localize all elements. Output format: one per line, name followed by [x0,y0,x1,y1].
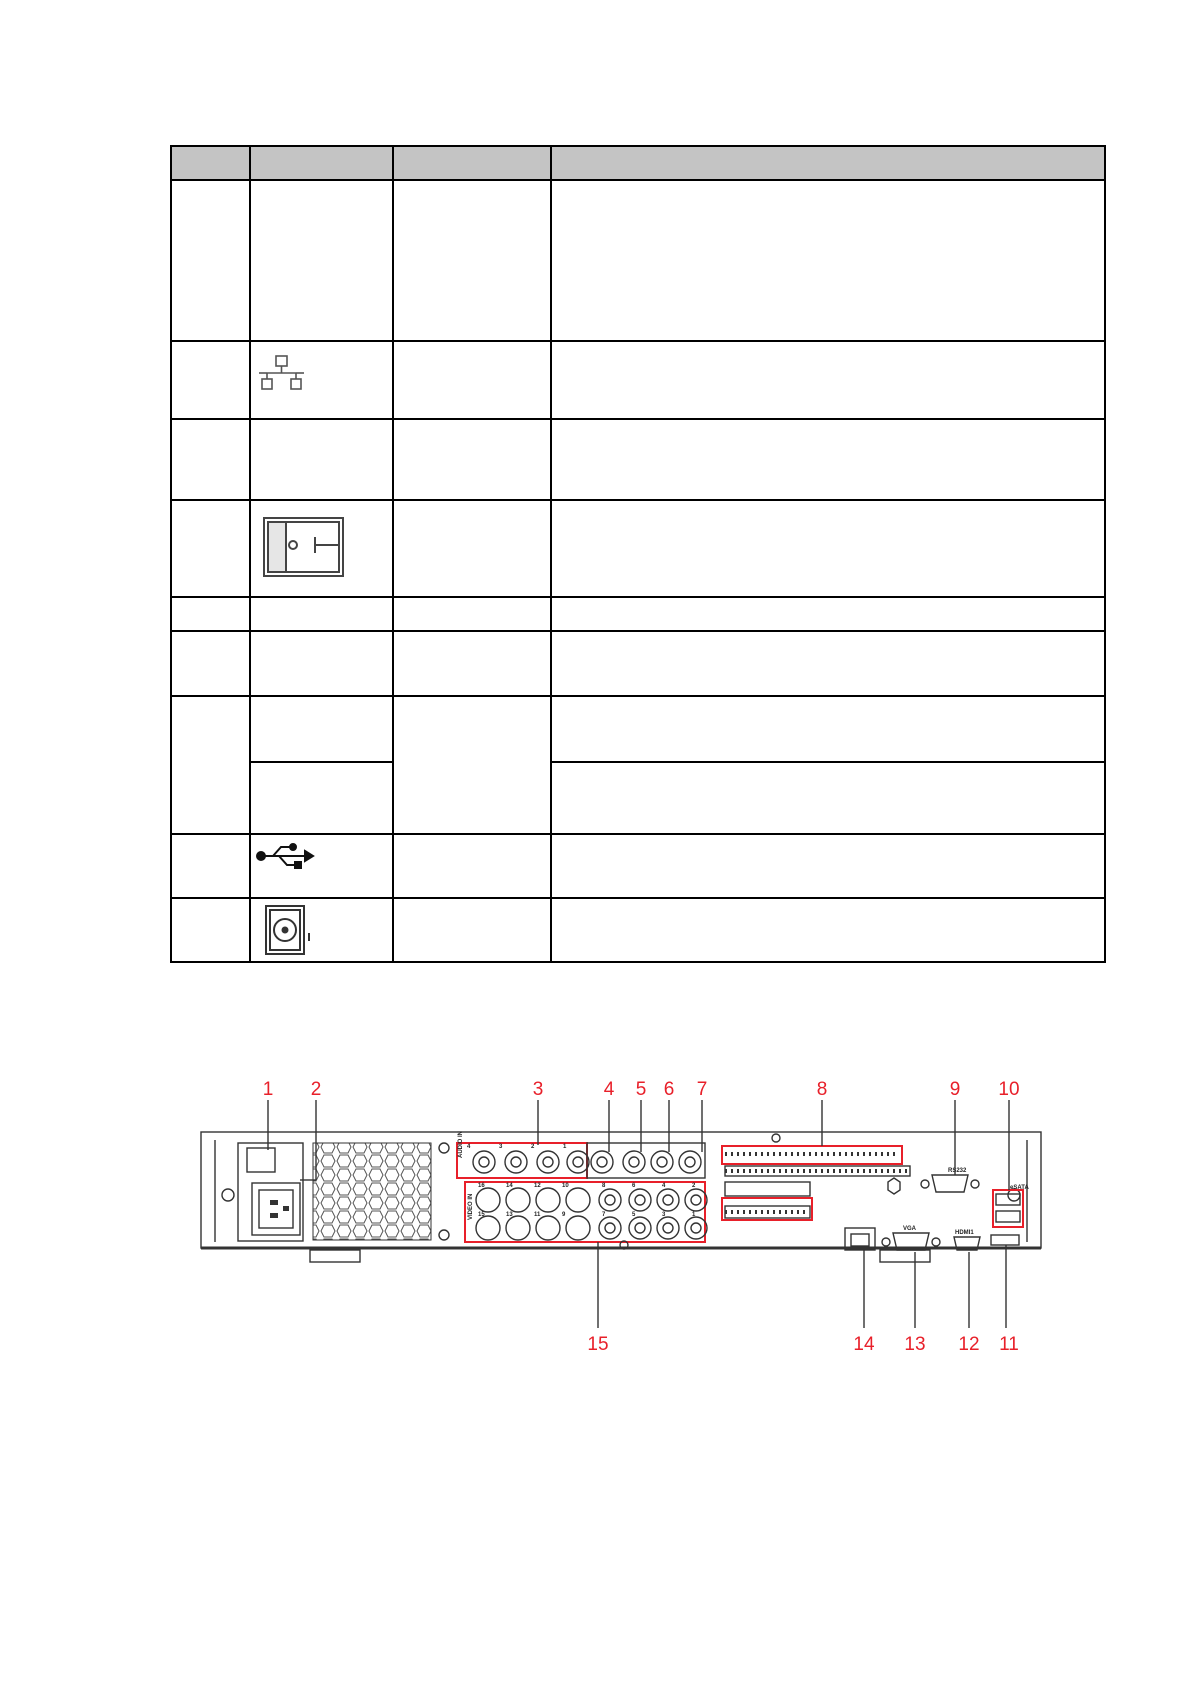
table-cell [250,762,393,834]
ch-label: 13 [506,1212,513,1218]
power-section [238,1143,449,1241]
ch-label: 2 [692,1183,696,1189]
table-cell [551,597,1105,631]
rs232-port [921,1168,979,1192]
table-cell [171,597,250,631]
table-cell [393,631,551,696]
ch-label: 16 [478,1183,485,1189]
callout-number: 15 [587,1334,609,1355]
table-cell [250,341,393,419]
table-row [171,834,1105,898]
ch-label: 15 [478,1212,485,1218]
table-cell [393,500,551,597]
ch-label: 14 [506,1183,513,1189]
usb-icon [255,841,315,871]
video-in-label: VIDEO IN [468,1193,474,1220]
callout-number: 8 [816,1079,828,1100]
table-header-cell [250,146,393,180]
table-cell [393,341,551,419]
ch-label: 8 [602,1183,606,1189]
ch-label: 4 [662,1183,666,1189]
table-cell [250,631,393,696]
ch-label: 6 [632,1183,636,1189]
callout-number: 7 [696,1079,708,1100]
esata-label: eSATA [1010,1185,1029,1191]
table-cell [171,834,250,898]
table-cell [551,500,1105,597]
audio-in-label: AUDIO IN [458,1131,464,1158]
vga-lan-section [845,1226,940,1250]
callout-number: 11 [999,1334,1019,1355]
vga-label: VGA [903,1226,917,1232]
ch-label: 1 [563,1144,567,1150]
table-cell [551,419,1105,500]
table-cell [171,696,250,834]
rear-panel-diagram [0,1070,1191,1370]
table-header-row [171,146,1105,180]
ch-label: 7 [602,1212,606,1218]
ch-label: 12 [534,1183,541,1189]
power-port-icon [265,905,313,957]
table-cell [393,898,551,962]
table-row [171,180,1105,341]
table-header-cell [171,146,250,180]
table-cell [250,696,393,762]
table-header-cell [551,146,1105,180]
callout-number: 13 [904,1334,926,1355]
ch-label: 2 [531,1144,535,1150]
table-cell [551,834,1105,898]
table-row [171,500,1105,597]
power-switch-icon [263,517,345,579]
table-cell [393,419,551,500]
ch-label: 9 [562,1212,566,1218]
hdmi-label: HDMI1 [955,1230,974,1236]
callout-number: 12 [958,1334,980,1355]
table-cell [393,180,551,341]
table-cell [393,834,551,898]
table-row [171,762,1105,834]
table-cell [171,500,250,597]
table-cell [393,696,551,834]
table-cell [250,898,393,962]
ch-label: 4 [467,1144,471,1150]
table-row [171,597,1105,631]
table-cell [551,696,1105,762]
table-row [171,341,1105,419]
table-row [171,696,1105,762]
ch-label: 3 [662,1212,666,1218]
table-cell [551,631,1105,696]
ch-label: 1 [692,1212,696,1218]
callout-number: 1 [262,1079,274,1100]
table-cell [250,834,393,898]
ch-label: 10 [562,1183,569,1189]
table-cell [250,180,393,341]
callout-number: 4 [603,1079,615,1100]
ch-label: 5 [632,1212,636,1218]
table-cell [393,597,551,631]
table-header-cell [393,146,551,180]
ch-label: 3 [499,1144,503,1150]
table-cell [551,762,1105,834]
table-cell [171,341,250,419]
network-icon [257,354,307,394]
table-cell [551,341,1105,419]
ch-label: 11 [534,1212,541,1218]
table-cell [171,419,250,500]
callout-number: 6 [663,1079,675,1100]
alarm-terminal-block [722,1134,910,1220]
callout-number: 14 [853,1334,875,1355]
table-row [171,898,1105,962]
table-row [171,631,1105,696]
table-cell [551,898,1105,962]
callout-number: 9 [949,1079,961,1100]
table-cell [551,180,1105,341]
table-cell [250,500,393,597]
table-cell [250,597,393,631]
rs232-label: RS232 [948,1168,967,1174]
callout-number: 2 [310,1079,322,1100]
usb-esata-section [954,1185,1029,1250]
table-cell [171,631,250,696]
callout-number: 5 [635,1079,647,1100]
table-cell [171,180,250,341]
callout-number: 10 [998,1079,1020,1100]
callout-number: 3 [532,1079,544,1100]
spec-table [170,145,1106,963]
table-row [171,419,1105,500]
table-cell [171,898,250,962]
table-cell [250,419,393,500]
